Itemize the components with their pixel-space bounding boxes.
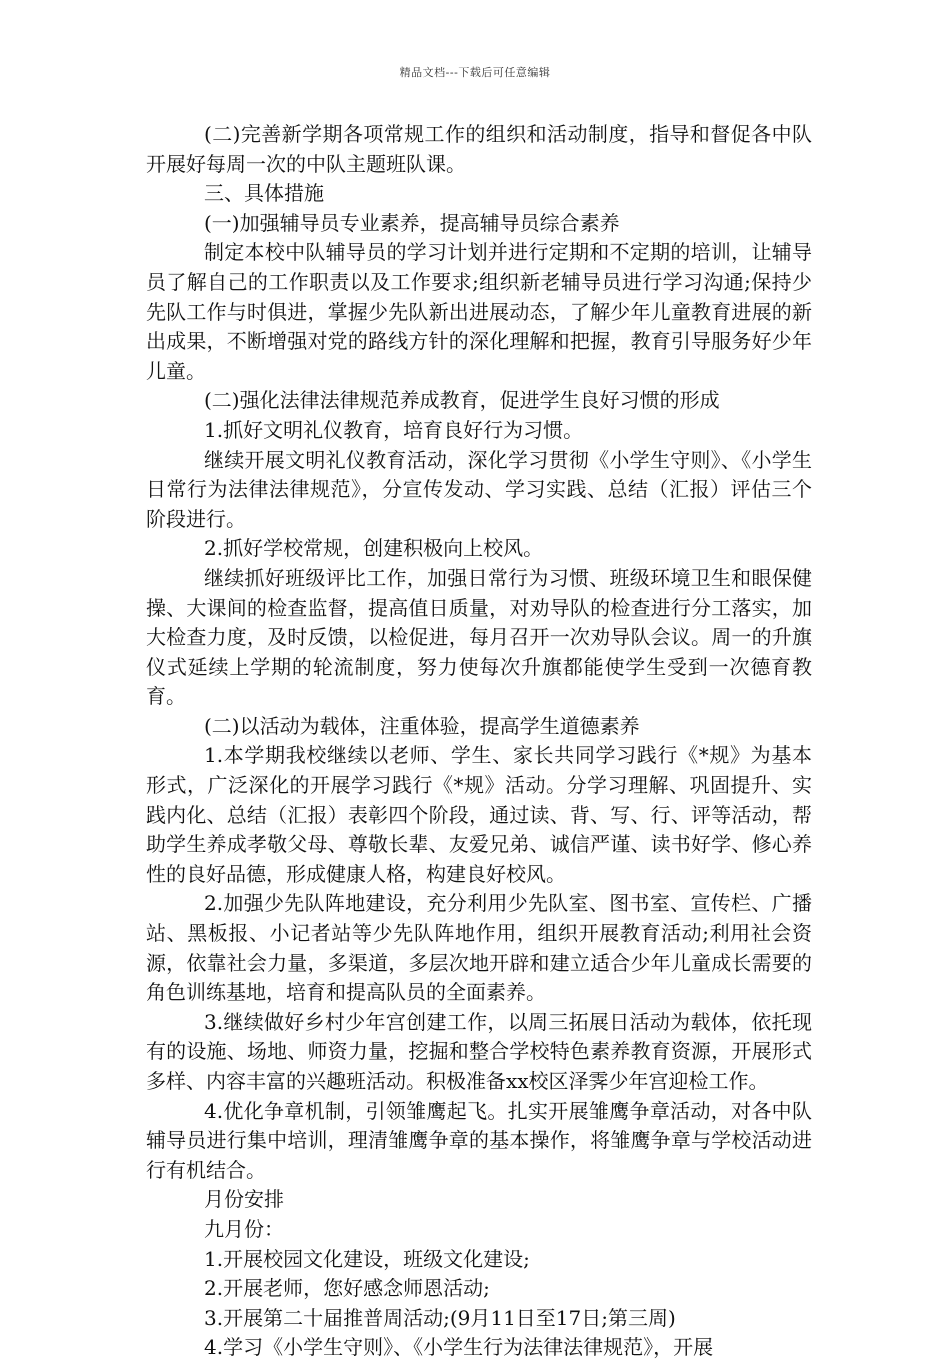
section-heading: 三、具体措施 xyxy=(204,181,324,206)
list-item: 2.抓好学校常规，创建积极向上校风。 xyxy=(204,536,544,561)
list-item: 1.开展校园文化建设，班级文化建设; xyxy=(204,1246,530,1271)
paragraph: (二)完善新学期各项常规工作的组织和活动制度，指导和督促各中队开展好每周一次的中队主题班队课。 xyxy=(146,122,812,176)
month-heading: 九月份： xyxy=(204,1216,284,1241)
paragraph: 2.加强少先队阵地建设，充分利用少先队室、图书室、宣传栏、广播站、黑板报、小记者站等少先队阵地作用，组织开展教育活动;利用社会资源，依靠社会力量，多渠道，多层次地开辟和建立适合少年儿童成长需要的角色训练基地，培育和提高队员的全面素养。 xyxy=(146,891,812,1005)
paragraph: 继续开展文明礼仪教育活动，深化学习贯彻《小学生守则》、《小学生日常行为法律法律规范》，分宣传发动、学习实践、总结（汇报）评估三个阶段进行。 xyxy=(146,447,812,531)
paragraph: 3.继续做好乡村少年宫创建工作，以周三拓展日活动为载体，依托现有的设施、场地、师资力量，挖掘和整合学校特色素养教育资源，开展形式多样、内容丰富的兴趣班活动。积极准备xx校区泽霁少年宫迎检工作。 xyxy=(146,1009,812,1093)
paragraph: 制定本校中队辅导员的学习计划并进行定期和不定期的培训，让辅导员了解自己的工作职责以及工作要求;组织新老辅导员进行学习沟通;保持少先队工作与时俱进，掌握少先队新出进展动态，了解少年儿童教育进展的新出成果，不断增强对党的路线方针的深化理解和把握，教育引导服务好少年儿童。 xyxy=(146,240,812,383)
paragraph: 继续抓好班级评比工作，加强日常行为习惯、班级环境卫生和眼保健操、大课间的检查监督，提高值日质量，对劝导队的检查进行分工落实，加大检查力度，及时反馈，以检促进，每月召开一次劝导队会议。周一的升旗仪式延续上学期的轮流制度，努力使每次升旗都能使学生受到一次德育教育。 xyxy=(146,565,812,709)
section-heading: 月份安排 xyxy=(204,1187,284,1212)
subsection-heading: (二)强化法律法律规范养成教育，促进学生良好习惯的形成 xyxy=(204,388,720,413)
list-item: 2.开展老师，您好感念师恩活动; xyxy=(204,1276,490,1301)
paragraph: 1.本学期我校继续以老师、学生、家长共同学习践行《*规》为基本形式，广泛深化的开展学习践行《*规》活动。分学习理解、巩固提升、实践内化、总结（汇报）表彰四个阶段，通过读、背、写、行、评等活动，帮助学生养成孝敬父母、尊敬长辈、友爱兄弟、诚信严谨、读书好学、修心养性的良好品德，形成健康人格，构建良好校风。 xyxy=(146,743,812,886)
list-item: 4.学习《小学生守则》、《小学生行为法律法律规范》，开展 xyxy=(204,1335,714,1360)
subsection-heading: (一)加强辅导员专业素养，提高辅导员综合素养 xyxy=(204,210,620,235)
list-item: 3.开展第二十届推普周活动;(9月11日至17日;第三周) xyxy=(204,1305,676,1330)
page-header: 精品文档---下载后可任意编辑 xyxy=(399,66,551,79)
list-item: 1.抓好文明礼仪教育，培育良好行为习惯。 xyxy=(204,417,584,442)
subsection-heading: (二)以活动为载体，注重体验，提高学生道德素养 xyxy=(204,713,640,738)
paragraph: 4.优化争章机制，引领雏鹰起飞。扎实开展雏鹰争章活动，对各中队辅导员进行集中培训，理清雏鹰争章的基本操作，将雏鹰争章与学校活动进行有机结合。 xyxy=(146,1098,812,1182)
document-body xyxy=(146,120,812,1363)
